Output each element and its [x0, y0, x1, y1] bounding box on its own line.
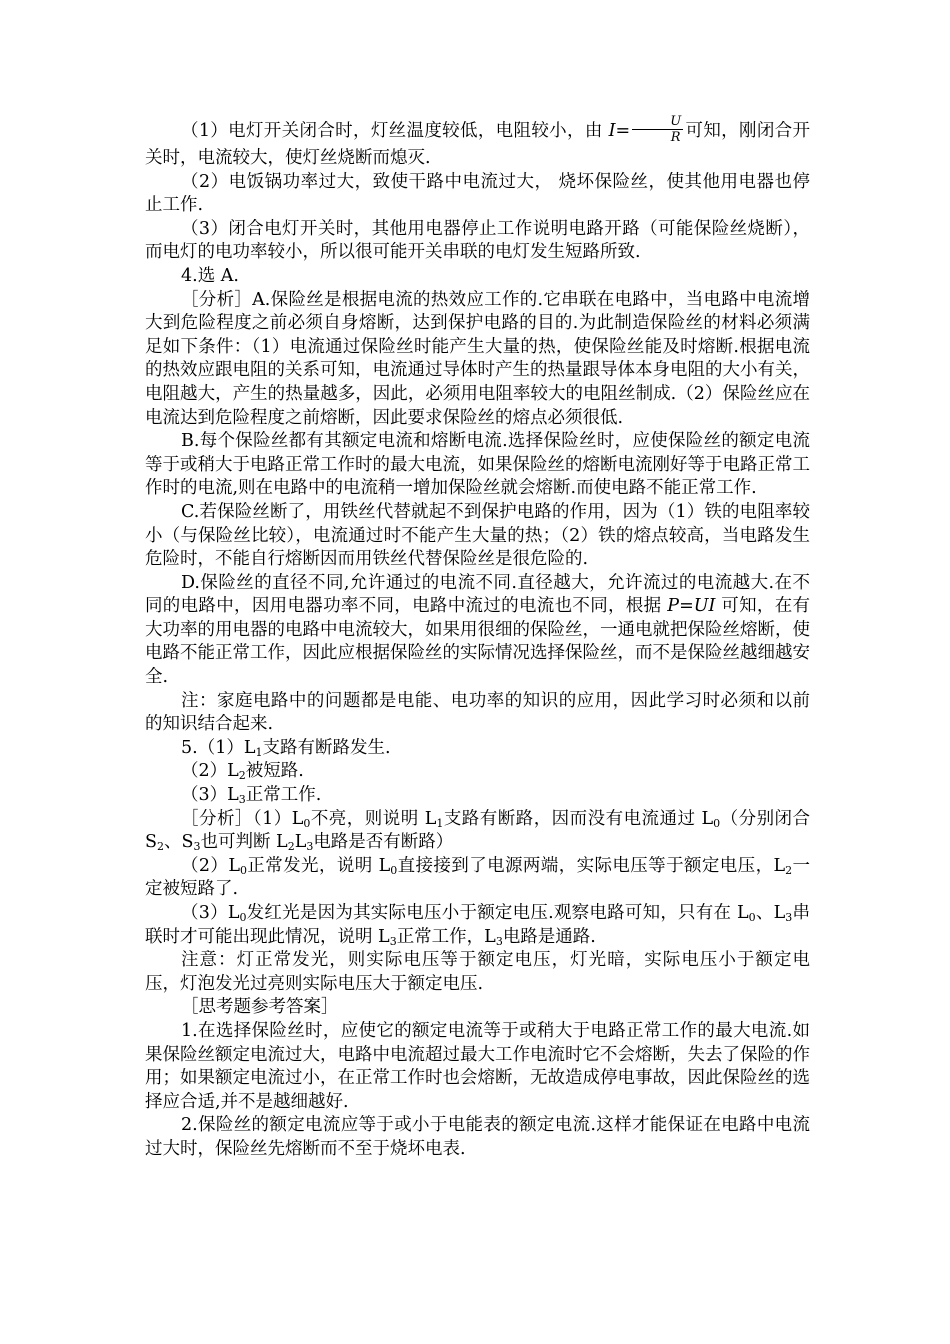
text-run: （3）L [181, 903, 240, 923]
text-run: D.保险丝的直径不同,允许通过的电流不同.直径越大，允许流过的电流越大.在不同的电路中，因用电器功率不同，电路中流过的电流也不同，根据 [145, 572, 810, 617]
text-run: ［思考题参考答案］ [181, 997, 339, 1018]
subscript: 0 [713, 816, 721, 830]
text-run: 2.保险丝的额定电流应等于或小于电能表的额定电流.这样才能保证在电路中电流过大时，保险丝先熔断而不至于烧坏电表. [145, 1115, 810, 1159]
text-run: L [294, 832, 307, 853]
document-body [145, 116, 810, 1162]
text-run: （3）L [181, 785, 239, 806]
subscript: 1 [255, 745, 263, 759]
text-run: 4.选 A. [181, 265, 239, 286]
text-run: 支路有断路，因而没有电流通过 L [443, 808, 714, 829]
paragraph-p9 [145, 690, 810, 737]
text-run: 不亮，则说明 L [310, 808, 437, 829]
paragraph-p7 [145, 501, 810, 572]
text-run: 一定被短路了. [145, 855, 810, 900]
text-run: 串联时才可能出现此情况，说明 L [145, 903, 810, 947]
paragraph-p8 [145, 572, 810, 690]
text-run: 可知，在有大功率的用电器的电路中电流较大，如果用很细的保险丝，一通电就把保险丝熔断，使电路不能正常工作，因此应根据保险丝的实际情况选择保险丝，而不是保险丝越细越安全. [145, 596, 811, 688]
text-run: 也可判断 L [200, 832, 288, 853]
text-run: （3）闭合电灯开关时，其他用电器停止工作说明电路开路（可能保险丝烧断），而电灯的电功率较小，所以很可能开关串联的电灯发生短路所致. [145, 218, 810, 263]
subscript: 0 [748, 911, 756, 924]
text-run: 5.（1）L [181, 737, 256, 758]
subscript: 3 [495, 934, 503, 948]
text-run: B.每个保险丝都有其额定电流和熔断电流.选择保险丝时，应使保险丝的额定电流等于或稍大于电路正常工作时的最大电流，如果保险丝的熔断电流刚好等于电路正常工作时的电流,则在电路中的电流稍一增加保险丝就会熔断.而使电路不能正常工作. [145, 431, 810, 499]
paragraph-p2 [145, 171, 810, 218]
subscript: 3 [389, 934, 397, 948]
text-run: 支路有断路发生. [262, 737, 391, 758]
text-run: ［分析］（1）L [181, 808, 304, 829]
paragraph-p16 [145, 949, 810, 996]
paragraph-p6 [145, 430, 810, 501]
text-run: ［分析］A.保险丝是根据电流的热效应工作的.它串联在电路中，当电路中电流增大到危险程度之前必须自身熔断，达到保护电路的目的.为此制造保险丝的材料必须满足如下条件：（1）电流通过保险丝时能产生大量的热，使保险丝能及时熔断.根据电流的热效应跟电阻的关系可知，电流通过导体时产生的热量跟导体本身电阻的大小有关，电阻越大，产生的热量越多，因此，必须用电阻率较大的电阻丝制成.（2）保险丝应在电流达到危险程度之前熔断，因此要求保险丝的熔点必须很低. [145, 289, 810, 428]
text-run: （2）L [181, 761, 239, 782]
paragraph-p1 [145, 116, 810, 171]
text-run: 发红光是因为其实际电压小于额定电压.观察电路可知，只有在 L [246, 903, 749, 923]
text-run: 直接接到了电源两端，实际电压等于额定电压，L [397, 855, 786, 876]
paragraph-p14 [145, 855, 810, 902]
paragraph-p3 [145, 218, 810, 265]
text-run: 正常工作，L [396, 926, 496, 947]
fraction [632, 114, 683, 145]
text-run: （2）L [181, 855, 240, 876]
subscript: 2 [785, 863, 793, 877]
text-run: = [615, 121, 631, 141]
paragraph-p12 [145, 784, 810, 808]
subscript: 2 [157, 840, 164, 854]
text-run: 1.在选择保险丝时，应使它的额定电流等于或稍大于电路正常工作的最大电流.如果保险丝额定电流过大，电路中电流超过最大工作电流时它不会熔断，失去了保险的作用；如果额定电流过小，在正常工作时也会熔断，无故造成停电事故，因此保险丝的选择应合适,并不是越细越好. [145, 1020, 810, 1112]
paragraph-p5 [145, 289, 810, 431]
paragraph-p15 [145, 902, 810, 949]
text-run: （2）电饭锅功率过大，致使干路中电流过大， 烧坏保险丝，使其他用电器也停止工作. [145, 171, 810, 216]
subscript: 1 [436, 816, 444, 830]
fraction-numerator: U [632, 114, 683, 130]
text-run: 、S [164, 832, 194, 853]
paragraph-p11 [145, 760, 810, 784]
subscript: 2 [238, 769, 246, 783]
paragraph-p18 [145, 1020, 810, 1114]
subscript: 3 [785, 911, 793, 924]
math-variable: I [608, 121, 616, 141]
text-run: 注：家庭电路中的问题都是电能、电功率的知识的应用，因此学习时必须和以前的知识结合起来. [145, 690, 810, 735]
text-run: 正常发光，说明 L [246, 855, 391, 876]
subscript: 3 [306, 840, 314, 854]
subscript: 0 [239, 863, 247, 877]
text-run: 注意：灯正常发光，则实际电压等于额定电压，灯光暗，实际电压小于额定电压，灯泡发光过亮则实际电压大于额定电压. [145, 950, 810, 994]
paragraph-p10 [145, 737, 810, 761]
text-run: 电路是否有断路） [313, 832, 454, 853]
subscript: 0 [303, 816, 311, 830]
paragraph-p19 [145, 1114, 810, 1161]
text-run: 正常工作. [245, 785, 322, 806]
text-run: （分别闭合 S [145, 808, 811, 853]
subscript: 0 [390, 863, 398, 877]
fraction-denominator: R [670, 130, 681, 145]
text-run: 可知，刚闭合开关时，电流较大，使灯丝烧断而熄灭. [145, 121, 811, 168]
text-run: 、L [755, 903, 786, 923]
paragraph-p4 [145, 265, 810, 289]
subscript: 3 [193, 840, 201, 854]
text-run: （1）电灯开关闭合时，灯丝温度较低，电阻较小，由 [181, 121, 609, 141]
subscript: 0 [239, 911, 247, 924]
paragraph-p17 [145, 996, 810, 1020]
subscript: 3 [238, 793, 246, 807]
math-variable: P=UI [667, 596, 716, 617]
text-run: 被短路. [245, 761, 304, 782]
subscript: 2 [287, 840, 295, 854]
paragraph-p13 [145, 808, 810, 855]
text-run: C.若保险丝断了，用铁丝代替就起不到保护电路的作用，因为（1）铁的电阻率较小（与保险丝比较），电流通过时不能产生大量的热；（2）铁的熔点较高，当电路发生危险时，不能自行熔断因而用铁丝代替保险丝是很危险的. [145, 501, 810, 570]
text-run: 电路是通路. [502, 926, 596, 947]
